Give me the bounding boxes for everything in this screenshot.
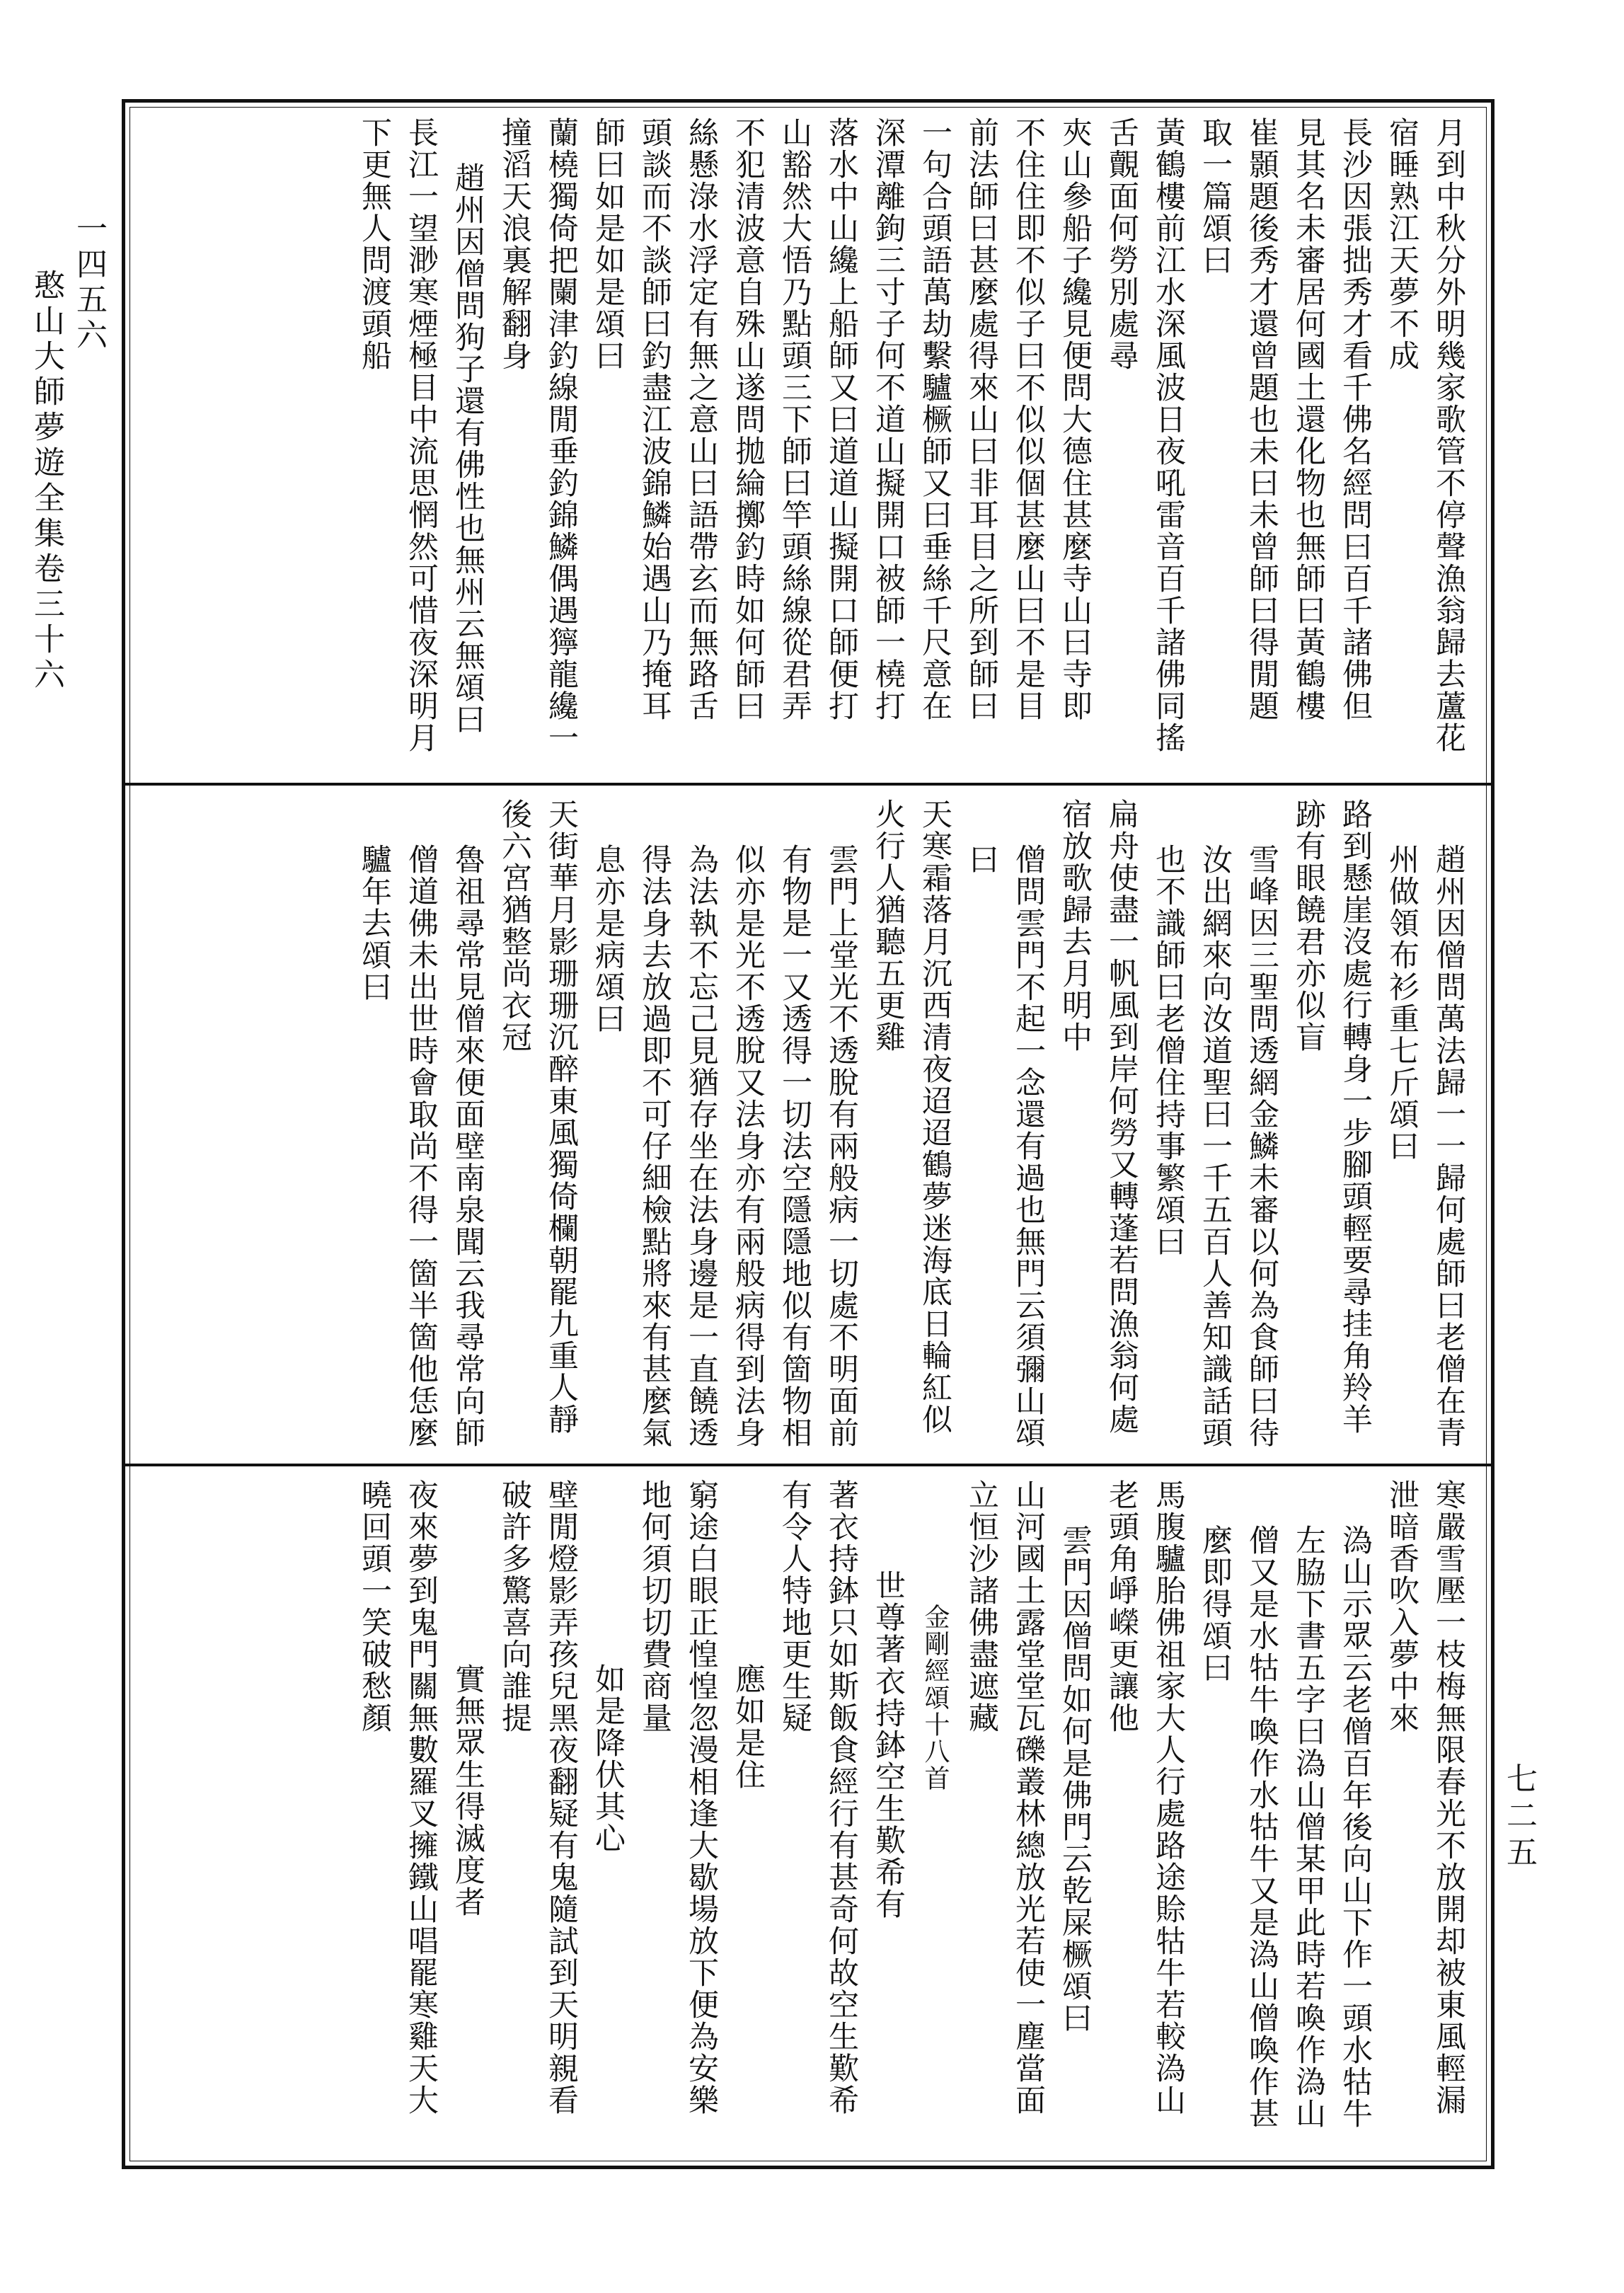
text-column: 落水中山纔上船師又曰道道山擬開口師便打 [824, 117, 859, 722]
text-panel-top [142, 117, 1472, 775]
text-column: 如是降伏其心 [590, 1663, 626, 1854]
text-column: 火行人猶聽五更雞 [870, 798, 906, 1053]
text-column: 泄暗香吹入夢中來 [1384, 1479, 1419, 1734]
panel-divider-top [122, 783, 1495, 786]
text-panel-bottom [142, 1479, 1472, 2159]
text-column: 溈山示眾云老僧百年後向山下作一頭水牯牛 [1337, 1524, 1373, 2130]
text-column: 絲懸淥水浮定有無之意山曰語帶玄而無路舌 [684, 117, 719, 722]
text-column: 左脇下書五字曰溈山僧某甲此時若喚作溈山 [1291, 1524, 1326, 2130]
text-column: 師曰如是如是頌曰 [590, 117, 626, 372]
text-column: 月到中秋分外明幾家歌管不停聲漁翁歸去蘆花 [1431, 117, 1466, 754]
book-title: 憨山大師夢遊全集卷三十六 [28, 269, 64, 694]
text-column: 撞滔天浪裏解翻身 [497, 117, 532, 372]
text-column: 崔顥題後秀才還曾題也未曰未曾師曰得閒題 [1244, 117, 1279, 722]
text-column: 一句合頭語萬劫繫驢橛師又曰垂絲千尺意在 [917, 117, 952, 722]
text-column: 前法師曰甚麼處得來山曰非耳目之所到師曰 [964, 117, 999, 722]
text-column: 趙州因僧問狗子還有佛性也無州云無頌曰 [450, 162, 485, 735]
text-column: 雪峰因三聖問透網金鱗未審以何為食師曰待 [1244, 844, 1279, 1449]
text-column: 僧又是水牯牛喚作水牯牛又是溈山僧喚作甚 [1244, 1524, 1279, 2130]
text-column: 著衣持鉢只如斯飯食經行有甚奇何故空生歎希 [824, 1479, 859, 2116]
text-column: 有令人特地更生疑 [777, 1479, 812, 1734]
text-column: 應如是住 [730, 1663, 766, 1791]
text-column: 窮途白眼正惶惶忽漫相逢大歇場放下便為安樂 [684, 1479, 719, 2116]
text-column: 下更無人問渡頭船 [357, 117, 392, 372]
text-column: 壁閒燈影弄孩兒黑夜翻疑有鬼隨試到天明親看 [543, 1479, 579, 2116]
panel-divider-bottom [122, 1464, 1495, 1466]
text-column: 宿睡熟江天夢不成 [1384, 117, 1419, 372]
text-column: 雲門上堂光不透脫有兩般病一切處不明面前 [824, 844, 859, 1449]
text-column: 息亦是病頌曰 [590, 844, 626, 1035]
text-column: 世尊著衣持鉢空生歎希有 [870, 1570, 906, 1920]
text-column: 僧問雲門不起一念還有過也無門云須彌山頌 [1010, 844, 1046, 1449]
text-column: 山河國土露堂堂瓦礫叢林總放光若使一塵當面 [1010, 1479, 1046, 2116]
text-column: 驢年去頌曰 [357, 844, 392, 1003]
text-column: 見其名未審居何國土還化物也無師曰黃鶴樓 [1291, 117, 1326, 722]
text-column: 山豁然大悟乃點頭三下師曰竿頭絲線從君弄 [777, 117, 812, 722]
text-column: 得法身去放過即不可仔細檢點將來有甚麼氣 [637, 844, 672, 1449]
text-column: 實無眾生得滅度者 [450, 1663, 485, 1918]
text-column: 寒嚴雪壓一枝梅無限春光不放開却被東風輕漏 [1431, 1479, 1466, 2116]
text-column: 長沙因張拙秀才看千佛名經問曰百千諸佛但 [1337, 117, 1373, 722]
text-column: 取一篇頌曰 [1197, 117, 1233, 276]
page-number: 七二五 [1501, 1762, 1537, 1873]
text-column: 天街華月影珊珊沉醉東風獨倚欄朝罷九重人靜 [543, 798, 579, 1435]
text-column: 汝出網來向汝道聖曰一千五百人善知識話頭 [1197, 844, 1233, 1449]
text-column: 老頭角崢嶸更讓他 [1104, 1479, 1139, 1734]
margin-header [28, 212, 110, 694]
text-column: 深潭離鉤三寸子何不道山擬開口被師一橈打 [870, 117, 906, 722]
text-column: 僧道佛未出世時會取尚不得一箇半箇他恁麼 [403, 844, 439, 1449]
text-column: 立恒沙諸佛盡遮藏 [964, 1479, 999, 1734]
text-column: 不住住即不似子曰不似似個甚麼山曰不是目 [1010, 117, 1046, 722]
text-column: 州做領布衫重七斤頌曰 [1384, 844, 1419, 1162]
text-column: 跡有眼饒君亦似盲 [1291, 798, 1326, 1053]
text-column: 趙州因僧問萬法歸一一歸何處師曰老僧在青 [1431, 844, 1466, 1449]
text-column: 金剛經頌十八首 [921, 1604, 950, 1792]
text-column: 蘭橈獨倚把闌津釣線閒垂釣錦鱗偶遇獰龍纔一 [543, 117, 579, 754]
text-column: 後六宮猶整尚衣冠 [497, 798, 532, 1053]
text-column: 路到懸崖沒處行轉身一步腳頭輕要尋挂角羚羊 [1337, 798, 1373, 1435]
text-column: 似亦是光不透脫又法身亦有兩般病得到法身 [730, 844, 766, 1449]
volume-code: 一四五六 [71, 212, 107, 354]
text-column: 破許多驚喜向誰提 [497, 1479, 532, 1734]
text-column: 長江一望渺寒煙極目中流思惘然可惜夜深明月 [403, 117, 439, 754]
text-column: 天寒霜落月沉西清夜迢迢鶴夢迷海底日輪紅似 [917, 798, 952, 1435]
text-column: 也不識師曰老僧住持事繁頌曰 [1151, 844, 1186, 1258]
text-column: 曰 [964, 844, 999, 875]
text-column: 雲門因僧問如何是佛門云乾屎橛頌曰 [1057, 1524, 1093, 2034]
text-column: 扁舟使盡一帆風到岸何勞又轉蓬若問漁翁何處 [1104, 798, 1139, 1435]
text-column: 魯祖尋常見僧來便面壁南泉聞云我尋常向師 [450, 844, 485, 1449]
text-column: 黃鶴樓前江水深風波日夜吼雷音百千諸佛同搖 [1151, 117, 1186, 754]
text-column: 麼即得頌曰 [1197, 1524, 1233, 1684]
text-column: 頭談而不談師曰釣盡江波錦鱗始遇山乃掩耳 [637, 117, 672, 722]
text-column: 宿放歌歸去月明中 [1057, 798, 1093, 1053]
text-column: 夾山參船子纔見便問大德住甚麼寺山曰寺即 [1057, 117, 1093, 722]
text-column: 曉回頭一笑破愁顏 [357, 1479, 392, 1734]
text-column: 地何須切切費商量 [637, 1479, 672, 1734]
text-column: 不犯清波意自殊山遂問拋綸擲釣時如何師曰 [730, 117, 766, 722]
text-column: 馬腹驢胎佛祖家大人行處路途賒牯牛若較溈山 [1151, 1479, 1186, 2116]
text-column: 為法執不忘己見猶存坐在法身邊是一直饒透 [684, 844, 719, 1449]
text-column: 有物是一又透得一切法空隱隱地似有箇物相 [777, 844, 812, 1449]
text-column: 夜來夢到鬼門關無數羅叉擁鐵山唱罷寒雞天大 [403, 1479, 439, 2116]
text-column: 舌覿面何勞別處尋 [1104, 117, 1139, 372]
text-panel-middle [142, 798, 1472, 1456]
